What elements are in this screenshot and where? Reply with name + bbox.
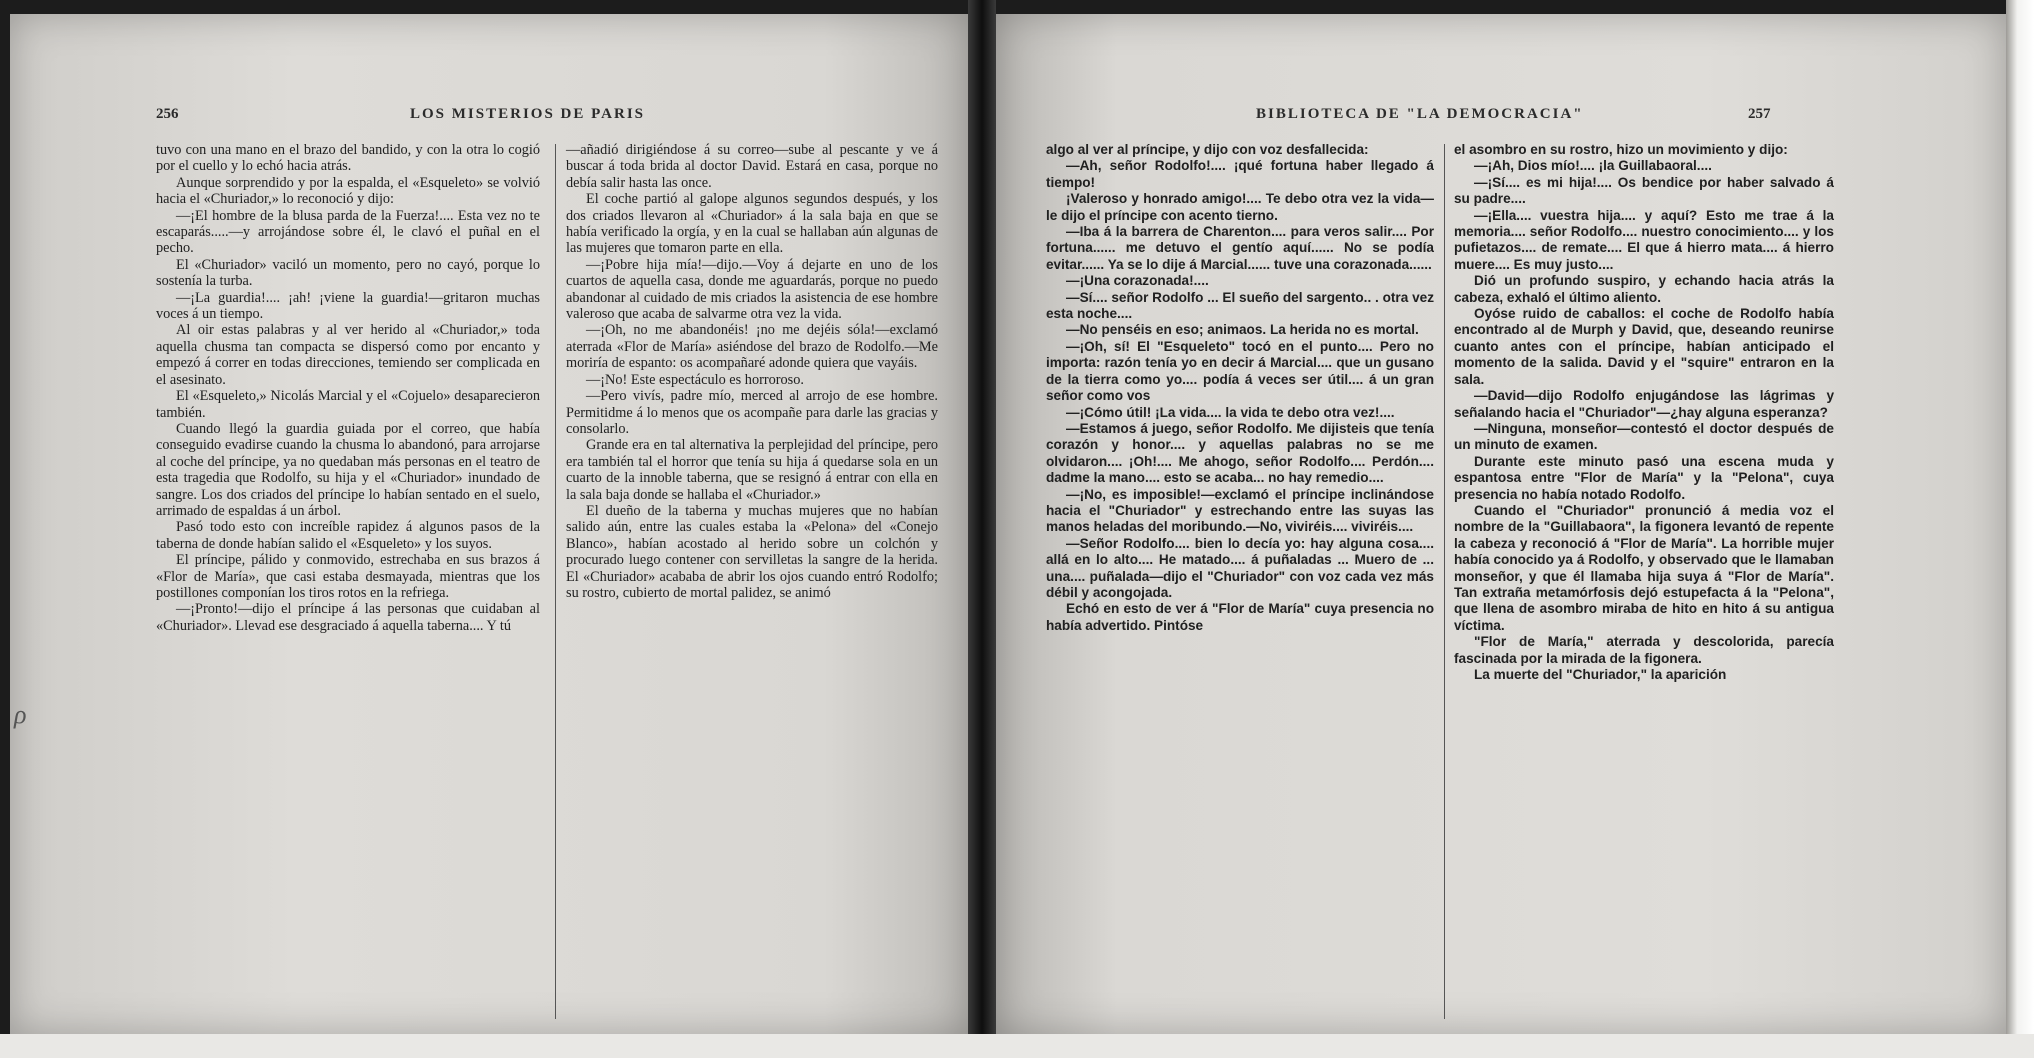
text-column-right: [1454, 142, 1834, 683]
paragraph: —añadió dirigiéndose á su correo—sube al pescante y ve á buscar á toda brida al doctor David. Estará en casa, porque no debía salir hasta las once.: [566, 142, 938, 191]
paragraph: Cuando llegó la guardia guiada por el correo, que había conseguido evadirse cuando la chusma lo abandonó, para arrojarse al coche del príncipe, ya no quedaban más personas en el teatro de esta tragedia que Rodolfo, su hija y el «Churiador» inundado de sangre. Los dos criados del príncipe lo habían sentado en el suelo, arrimado de espaldas á un árbol.: [156, 420, 540, 519]
text-column-left: [156, 142, 540, 634]
paragraph: —Sí.... señor Rodolfo ... El sueño del sargento.. . otra vez esta noche....: [1046, 289, 1434, 322]
paragraph: —Iba á la barrera de Charenton.... para veros salir.... Por fortuna...... me detuvo el gentío aquí...... No se podía evitar...... Ya se lo dije á Marcial...... tuve una corazonada......: [1046, 224, 1434, 272]
paragraph: El coche partió al galope algunos segundos después, y los dos criados llevaron al «Churiador» á la sala baja en que se había verificado la orgía, y en la cual se hallaban aún algunas de las mujeres que tomaron parte en ella.: [566, 191, 938, 257]
scan-bottom-edge: [0, 1034, 2034, 1058]
paragraph: Cuando el "Churiador" pronunció á media voz el nombre de la "Guillabaora", la figonera levantó de repente la cabeza y reconoció á "Flor de María". La horrible mujer había conocido ya á Rodolfo, y observado que le llamaban monseñor, y que él llamaba hija suya á "Flor de María". Tan extraña metamórfosis dejó estupefacta á la "Pelona", que llena de asombro miraba de hito en hito á su antigua víctima.: [1454, 502, 1834, 633]
paragraph: El dueño de la taberna y muchas mujeres que no habían salido aún, entre las cuales estaba la «Pelona» del «Conejo Blanco», habían acostado al herido sobre un colchón y procurado luego contener con servilletas la sangre de la herida. El «Churiador» acababa de abrir los ojos cuando entró Rodolfo; su rostro, cubierto de mortal palidez, se animó: [566, 502, 938, 601]
paragraph: algo al ver al príncipe, y dijo con voz desfallecida:: [1046, 142, 1369, 157]
paragraph: "Flor de María," aterrada y descolorida, parecía fascinada por la mirada de la figonera.: [1454, 634, 1834, 666]
running-head: LOS MISTERIOS DE PARIS: [410, 106, 646, 122]
paragraph: El príncipe, pálido y conmovido, estrechaba en sus brazos á «Flor de María», que casi estaba desmayada, mientras que los postillones componían los tiros rotos en la refriega.: [156, 552, 540, 601]
margin-pencil-mark: ρ: [14, 700, 27, 729]
paragraph: La muerte del "Churiador," la aparición: [1474, 667, 1727, 682]
paragraph: ¡Valeroso y honrado amigo!.... Te debo otra vez la vida—le dijo el príncipe con acento tierno.: [1046, 191, 1434, 223]
page-number: 256: [156, 106, 179, 122]
paragraph: Pasó todo esto con increíble rapidez á algunos pasos de la taberna de donde habían salido el «Esqueleto» y los suyos.: [156, 519, 540, 552]
column-rule: [555, 144, 556, 1019]
paragraph: —Estamos á juego, señor Rodolfo. Me dijisteis que tenía corazón y honor.... y aquellas palabras no se me olvidaron.... ¡Oh!.... Me ahogo, señor Rodolfo.... Perdón.... dadme la mano.... esto se acaba... no hay remedio....: [1046, 420, 1434, 486]
paragraph: —¡Cómo útil! ¡La vida.... la vida te debo otra vez!....: [1066, 404, 1395, 420]
paragraph: —Ninguna, monseñor—contestó el doctor después de un minuto de examen.: [1454, 420, 1834, 453]
page-number: 257: [1748, 106, 1771, 122]
book-gutter: [968, 0, 996, 1058]
paragraph: Dió un profundo suspiro, y echando hacia atrás la cabeza, exhaló el último aliento.: [1454, 273, 1834, 305]
paragraph: Durante este minuto pasó una escena muda y espantosa entre "Flor de María" y la "Pelona", cuya presencia no había notado Rodolfo.: [1454, 453, 1834, 502]
paragraph: —¡No! Este espectáculo es horroroso.: [586, 371, 804, 388]
paragraph: —Pero vivís, padre mío, merced al arrojo de ese hombre. Permitidme á lo menos que os acompañe para darle las gracias y consolarlo.: [566, 388, 938, 437]
text-column-right: [566, 142, 938, 601]
paragraph: —¡El hombre de la blusa parda de la Fuerza!.... Esta vez no te escaparás.....—y arrojándose sobre él, le clavó el puñal en el pecho.: [156, 207, 540, 257]
right-page: [996, 14, 2006, 1034]
paragraph: Grande era en tal alternativa la perplejidad del príncipe, pero era también tal el horror que tenía su hija á quedarse sola en un cuarto de la innoble taberna, que se resignó á entrar con ella en la sala baja donde se hallaba el «Churiador.»: [566, 437, 938, 503]
paragraph: —¡No, es imposible!—exclamó el príncipe inclinándose hacia el "Churiador" y estrechando entre las suyas las manos heladas del moribundo.—No, viviréis.... viviréis....: [1046, 486, 1434, 535]
scan-edge: [2006, 0, 2034, 1058]
paragraph: tuvo con una mano en el brazo del bandido, y con la otra lo cogió por el cuello y lo echó hacia atrás.: [156, 142, 540, 175]
paragraph: —¡Una corazonada!....: [1066, 273, 1209, 289]
paragraph: Aunque sorprendido y por la espalda, el «Esqueleto» se volvió hacia el «Churiador,» lo reconoció y dijo:: [156, 174, 540, 208]
paragraph: —¡Ella.... vuestra hija.... y aquí? Esto me trae á la memoria.... señor Rodolfo.... nuestro conocimiento.... y los pufietazos.... de remate.... El que á hierro mata.... á hierro muere.... Es muy justo....: [1454, 207, 1834, 272]
running-head: BIBLIOTECA DE "LA DEMOCRACIA": [1256, 106, 1584, 122]
paragraph: el asombro en su rostro, hizo un movimiento y dijo:: [1454, 142, 1788, 157]
left-page: [10, 14, 968, 1034]
paragraph: —David—dijo Rodolfo enjugándose las lágrimas y señalando hacia el "Churiador"—¿hay alguna esperanza?: [1454, 388, 1834, 420]
paragraph: —¡Ah, Dios mío!.... ¡la Guillabaoral....: [1474, 158, 1712, 174]
paragraph: Echó en esto de ver á "Flor de María" cuya presencia no había advertido. Pintóse: [1046, 601, 1434, 633]
paragraph: —¡La guardia!.... ¡ah! ¡viene la guardia!—gritaron muchas voces á un tiempo.: [156, 289, 540, 323]
paragraph: —¡Pobre hija mía!—dijo.—Voy á dejarte en uno de los cuartos de aquella casa, donde me aguardarás, porque no puedo abandonar al cuidado de mis criados la asistencia de ese hombre valeroso que acaba de salvarme otra vez la vida.: [566, 256, 938, 323]
text-column-left: [1046, 142, 1434, 634]
paragraph: —¡Pronto!—dijo el príncipe á las personas que cuidaban al «Churiador». Llevad ese desgraciado á aquella taberna.... Y tú: [156, 601, 540, 634]
paragraph: El «Churiador» vaciló un momento, pero no cayó, porque lo sostenía la turba.: [156, 256, 540, 290]
paragraph: El «Esqueleto,» Nicolás Marcial y el «Cojuelo» desaparecieron también.: [156, 388, 540, 421]
paragraph: —Señor Rodolfo.... bien lo decía yo: hay alguna cosa.... allá en lo alto.... He matado.... á puñaladas ... Muero de ... una.... puñalada—dijo el "Churiador" con voz cada vez más débil y acongojada.: [1046, 535, 1434, 600]
paragraph: —¡Oh, no me abandonéis! ¡no me dejéis sóla!—exclamó aterrada «Flor de María» asiéndose del brazo de Rodolfo.—Me moriría de espanto: os acompañaré adonde quiera que vayáis.: [566, 322, 938, 372]
paragraph: —¡Oh, sí! El "Esqueleto" tocó en el punto.... Pero no importa: razón tenía yo en decir á Marcial.... que un gusano de la tierra como yo.... podía á veces ser útil.... á un gran señor como vos: [1046, 338, 1434, 404]
paragraph: Al oir estas palabras y al ver herido al «Churiador,» toda aquella chusma tan compacta se dispersó como por encanto y empezó á correr en todas direcciones, temiendo ser complicada en el asesinato.: [156, 322, 540, 388]
paragraph: —Ah, señor Rodolfo!.... ¡qué fortuna haber llegado á tiempo!: [1046, 158, 1434, 190]
column-rule: [1444, 144, 1445, 1019]
paragraph: Oyóse ruido de caballos: el coche de Rodolfo había encontrado al de Murph y David, que, deseando reunirse cuanto antes con el príncipe, habían anticipado el momento de la salida. David y el "squire" entraron en la sala.: [1454, 306, 1834, 387]
paragraph: —No penséis en eso; animaos. La herida no es mortal.: [1066, 322, 1419, 338]
paragraph: —¡Sí.... es mi hija!.... Os bendice por haber salvado á su padre....: [1454, 174, 1834, 207]
